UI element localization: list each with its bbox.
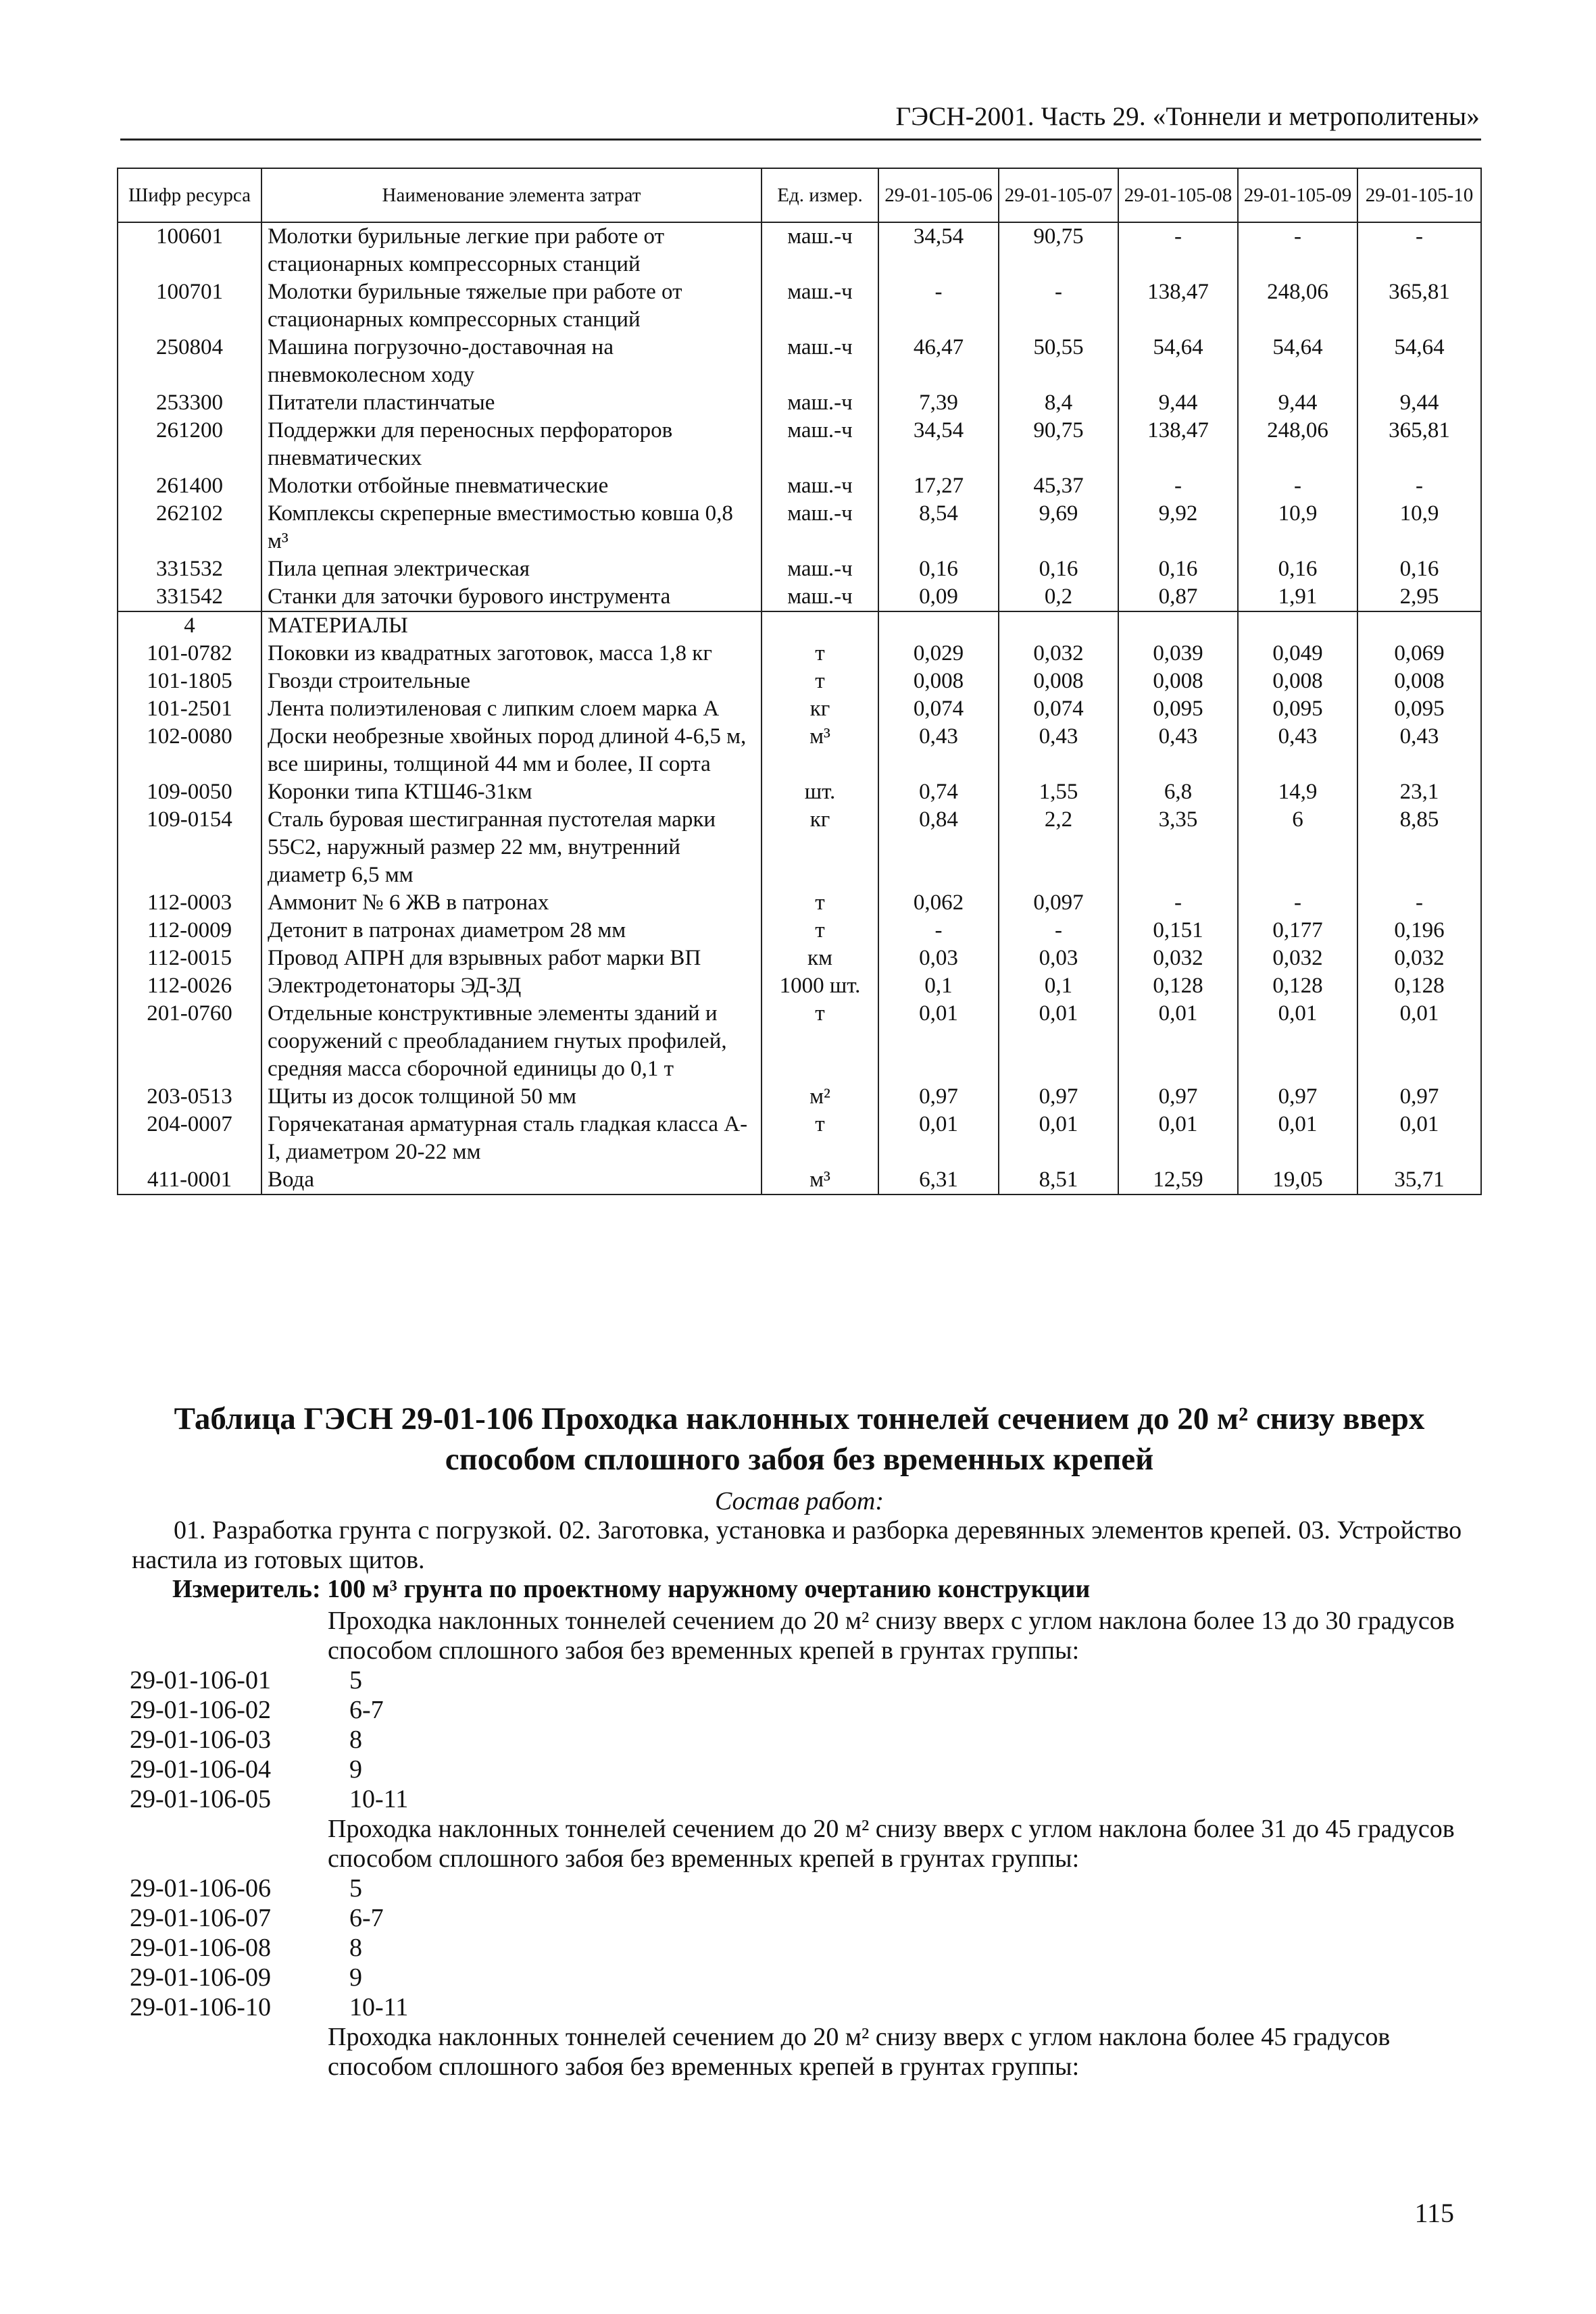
norm-code: 29-01-106-01	[130, 1666, 271, 1694]
resource-code-cell: 331532	[118, 555, 261, 583]
value-cell: 0,01	[1238, 1111, 1357, 1166]
unit-cell: маш.-ч	[762, 417, 878, 472]
resource-code-cell: 109-0154	[118, 806, 261, 889]
value-cell: 0,43	[1118, 723, 1238, 778]
value-cell: 10,9	[1357, 500, 1481, 555]
table-row	[118, 1000, 1481, 1083]
list-item	[130, 1873, 1481, 1903]
value-cell: 9,44	[1357, 389, 1481, 417]
unit-cell: 1000 шт.	[762, 972, 878, 1000]
running-header: ГЭСН-2001. Часть 29. «Тоннели и метрополитены»	[895, 102, 1480, 131]
soil-group: 10-11	[349, 1785, 409, 1813]
value-cell: 7,39	[878, 389, 999, 417]
unit-cell: маш.-ч	[762, 500, 878, 555]
value-cell: 0,97	[1238, 1083, 1357, 1111]
table-row	[118, 806, 1481, 889]
table-row	[118, 222, 1481, 278]
column-header: 29-01-105-09	[1238, 168, 1357, 222]
column-header: 29-01-105-06	[878, 168, 999, 222]
resource-name-cell: Молотки бурильные легкие при работе от стационарных компрессорных станций	[261, 222, 762, 278]
group-description: Проходка наклонных тоннелей сечением до 20 м² снизу вверх с углом наклона более 31 до 45 градусов способом сплошного забоя без временных крепей в грунтах группы:	[328, 1815, 1455, 1873]
resource-name-cell: Поковки из квадратных заготовок, масса 1,8 кг	[261, 640, 762, 668]
work-composition-title: Состав работ:	[714, 1487, 884, 1515]
unit-cell: кг	[762, 806, 878, 889]
unit-cell: маш.-ч	[762, 222, 878, 278]
resource-code-cell: 101-1805	[118, 668, 261, 695]
table-row	[118, 972, 1481, 1000]
resource-code-cell: 109-0050	[118, 778, 261, 806]
value-cell: 35,71	[1357, 1166, 1481, 1194]
resource-code-cell: 112-0015	[118, 945, 261, 972]
norm-code: 29-01-106-10	[130, 1993, 271, 2021]
value-cell: 50,55	[999, 334, 1118, 389]
value-cell: 0,128	[1118, 972, 1238, 1000]
resource-code-cell: 262102	[118, 500, 261, 555]
soil-group: 5	[349, 1874, 362, 1903]
value-cell: 0,1	[999, 972, 1118, 1000]
value-cell: 54,64	[1357, 334, 1481, 389]
value-cell: 17,27	[878, 472, 999, 500]
value-cell	[878, 611, 999, 640]
value-cell: 0,03	[878, 945, 999, 972]
value-cell: 0,01	[1118, 1111, 1238, 1166]
value-cell: 0,43	[878, 723, 999, 778]
resource-code-cell: 250804	[118, 334, 261, 389]
value-cell: 0,2	[999, 583, 1118, 611]
value-cell: 0,032	[1357, 945, 1481, 972]
resource-name-cell: Щиты из досок толщиной 50 мм	[261, 1083, 762, 1111]
resource-name-cell: Молотки отбойные пневматические	[261, 472, 762, 500]
group-description: Проходка наклонных тоннелей сечением до 20 м² снизу вверх с углом наклона более 13 до 30 градусов способом сплошного забоя без временных крепей в грунтах группы:	[328, 1607, 1455, 1665]
unit-cell: м³	[762, 1166, 878, 1194]
value-cell	[1118, 611, 1238, 640]
resource-code-cell: 4	[118, 611, 261, 640]
value-cell: 23,1	[1357, 778, 1481, 806]
value-cell: 0,008	[1238, 668, 1357, 695]
value-cell: 0,01	[1357, 1000, 1481, 1083]
header-rule	[120, 139, 1481, 141]
value-cell: -	[1357, 222, 1481, 278]
table-row	[118, 1166, 1481, 1194]
unit-cell: т	[762, 917, 878, 945]
list-item	[130, 1695, 1481, 1725]
value-cell: 0,97	[999, 1083, 1118, 1111]
value-cell: -	[878, 278, 999, 334]
norm-code: 29-01-106-09	[130, 1963, 271, 1992]
resource-code-cell: 331542	[118, 583, 261, 611]
value-cell: 0,01	[999, 1000, 1118, 1083]
value-cell: 9,92	[1118, 500, 1238, 555]
unit-cell: маш.-ч	[762, 583, 878, 611]
value-cell: 365,81	[1357, 278, 1481, 334]
list-item	[130, 1784, 1481, 1814]
value-cell: 0,43	[1357, 723, 1481, 778]
value-cell: 9,44	[1118, 389, 1238, 417]
unit-cell: т	[762, 1000, 878, 1083]
resource-code-cell: 101-2501	[118, 695, 261, 723]
value-cell: 0,16	[1357, 555, 1481, 583]
unit-cell: маш.-ч	[762, 472, 878, 500]
resource-code-cell: 411-0001	[118, 1166, 261, 1194]
resource-name-cell: Коронки типа КТШ46-31км	[261, 778, 762, 806]
value-cell: 0,01	[878, 1000, 999, 1083]
value-cell: 19,05	[1238, 1166, 1357, 1194]
table-row	[118, 889, 1481, 917]
value-cell	[999, 611, 1118, 640]
value-cell: 9,44	[1238, 389, 1357, 417]
value-cell: 0,049	[1238, 640, 1357, 668]
value-cell: 0,029	[878, 640, 999, 668]
value-cell: 0,128	[1238, 972, 1357, 1000]
table-row	[118, 723, 1481, 778]
value-cell: 90,75	[999, 417, 1118, 472]
value-cell: 0,008	[1357, 668, 1481, 695]
value-cell: 14,9	[1238, 778, 1357, 806]
value-cell: 365,81	[1357, 417, 1481, 472]
resource-name-cell: МАТЕРИАЛЫ	[261, 611, 762, 640]
soil-group: 8	[349, 1934, 362, 1962]
resource-name-cell: Станки для заточки бурового инструмента	[261, 583, 762, 611]
value-cell: 12,59	[1118, 1166, 1238, 1194]
soil-group: 5	[349, 1666, 362, 1694]
value-cell: 0,008	[999, 668, 1118, 695]
value-cell: -	[999, 278, 1118, 334]
unit-cell: т	[762, 640, 878, 668]
norm-code: 29-01-106-04	[130, 1755, 271, 1784]
value-cell: 0,84	[878, 806, 999, 889]
soil-group: 10-11	[349, 1993, 409, 2021]
value-cell: 9,69	[999, 500, 1118, 555]
value-cell: 0,074	[878, 695, 999, 723]
soil-group: 8	[349, 1726, 362, 1754]
value-cell: 45,37	[999, 472, 1118, 500]
table-row	[118, 640, 1481, 668]
group-description: Проходка наклонных тоннелей сечением до 20 м² снизу вверх с углом наклона более 45 градусов способом сплошного забоя без временных крепей в грунтах группы:	[328, 2023, 1391, 2081]
value-cell: 54,64	[1238, 334, 1357, 389]
list-item	[130, 1725, 1481, 1755]
column-header: Наименование элемента затрат	[261, 168, 762, 222]
norm-items-list	[130, 1606, 1481, 2082]
soil-group: 9	[349, 1963, 362, 1992]
unit-cell: маш.-ч	[762, 278, 878, 334]
value-cell: 0,01	[1238, 1000, 1357, 1083]
unit-cell: маш.-ч	[762, 334, 878, 389]
resource-code-cell: 102-0080	[118, 723, 261, 778]
value-cell: -	[1357, 472, 1481, 500]
unit-cell: м²	[762, 1083, 878, 1111]
list-item	[130, 1665, 1481, 1695]
table-header-row	[118, 168, 1481, 222]
value-cell: 0,095	[1238, 695, 1357, 723]
meter-line: Измеритель: 100 м³ грунта по проектному наружному очертанию конструкции	[172, 1575, 1091, 1603]
table-row	[118, 555, 1481, 583]
resource-name-cell: Машина погрузочно-доставочная на пневмоколесном ходу	[261, 334, 762, 389]
resource-code-cell: 261400	[118, 472, 261, 500]
value-cell: 0,062	[878, 889, 999, 917]
resource-code-cell: 112-0009	[118, 917, 261, 945]
table-row	[118, 1083, 1481, 1111]
table-row	[118, 945, 1481, 972]
unit-cell: маш.-ч	[762, 389, 878, 417]
value-cell: 248,06	[1238, 417, 1357, 472]
value-cell: -	[1238, 472, 1357, 500]
value-cell: 0,177	[1238, 917, 1357, 945]
table-row	[118, 668, 1481, 695]
value-cell: 0,16	[1238, 555, 1357, 583]
unit-cell: шт.	[762, 778, 878, 806]
value-cell: 8,85	[1357, 806, 1481, 889]
value-cell: 2,95	[1357, 583, 1481, 611]
table-row	[118, 472, 1481, 500]
value-cell: 138,47	[1118, 417, 1238, 472]
list-item	[130, 1933, 1481, 1963]
unit-cell: маш.-ч	[762, 555, 878, 583]
page-number: 115	[1414, 2198, 1454, 2228]
value-cell: 6	[1238, 806, 1357, 889]
value-cell: 0,032	[999, 640, 1118, 668]
resource-name-cell: Аммонит № 6 ЖВ в патронах	[261, 889, 762, 917]
column-header: 29-01-105-07	[999, 168, 1118, 222]
value-cell: 0,16	[1118, 555, 1238, 583]
value-cell: 0,128	[1357, 972, 1481, 1000]
column-header: Шифр ресурса	[118, 168, 261, 222]
value-cell: 0,74	[878, 778, 999, 806]
table-row	[118, 278, 1481, 334]
unit-cell: м³	[762, 723, 878, 778]
value-cell: 2,2	[999, 806, 1118, 889]
table-row	[118, 389, 1481, 417]
column-header: 29-01-105-10	[1357, 168, 1481, 222]
unit-cell: т	[762, 1111, 878, 1166]
value-cell: 0,09	[878, 583, 999, 611]
table-row	[118, 778, 1481, 806]
unit-cell: т	[762, 668, 878, 695]
resource-name-cell: Сталь буровая шестигранная пустотелая марки 55С2, наружный размер 22 мм, внутренний диаметр 6,5 мм	[261, 806, 762, 889]
value-cell: 8,51	[999, 1166, 1118, 1194]
table-row	[118, 334, 1481, 389]
resource-name-cell: Детонит в патронах диаметром 28 мм	[261, 917, 762, 945]
list-item	[130, 1903, 1481, 1933]
value-cell: 0,16	[878, 555, 999, 583]
value-cell: -	[1238, 222, 1357, 278]
value-cell: 10,9	[1238, 500, 1357, 555]
value-cell: -	[1238, 889, 1357, 917]
value-cell: 34,54	[878, 222, 999, 278]
work-composition-text: 01. Разработка грунта с погрузкой. 02. Заготовка, установка и разборка деревянных элементов крепей. 03. Устройство настила из готовых щитов.	[132, 1516, 1462, 1574]
value-cell: 0,97	[1357, 1083, 1481, 1111]
value-cell: 0,097	[999, 889, 1118, 917]
soil-group: 9	[349, 1755, 362, 1784]
value-cell: 0,03	[999, 945, 1118, 972]
column-header: Ед. измер.	[762, 168, 878, 222]
unit-cell: т	[762, 889, 878, 917]
value-cell: -	[1118, 472, 1238, 500]
value-cell: 0,43	[1238, 723, 1357, 778]
resource-name-cell: Доски необрезные хвойных пород длиной 4-6,5 м, все ширины, толщиной 44 мм и более, II сорта	[261, 723, 762, 778]
value-cell: 0,039	[1118, 640, 1238, 668]
table-row	[118, 417, 1481, 472]
value-cell: 0,01	[999, 1111, 1118, 1166]
value-cell: 0,008	[1118, 668, 1238, 695]
value-cell: 54,64	[1118, 334, 1238, 389]
resource-code-cell: 100601	[118, 222, 261, 278]
value-cell: -	[878, 917, 999, 945]
table-row	[118, 1111, 1481, 1166]
value-cell: 0,074	[999, 695, 1118, 723]
column-header: 29-01-105-08	[1118, 168, 1238, 222]
value-cell: 0,151	[1118, 917, 1238, 945]
norm-code: 29-01-106-05	[130, 1785, 271, 1813]
value-cell: 0,97	[1118, 1083, 1238, 1111]
table-section-row	[118, 611, 1481, 640]
value-cell: 0,095	[1357, 695, 1481, 723]
value-cell: 0,095	[1118, 695, 1238, 723]
soil-group: 6-7	[349, 1696, 384, 1724]
norm-code: 29-01-106-08	[130, 1934, 271, 1962]
value-cell: -	[999, 917, 1118, 945]
value-cell: 0,008	[878, 668, 999, 695]
resource-code-cell: 203-0513	[118, 1083, 261, 1111]
resource-name-cell: Горячекатаная арматурная сталь гладкая класса А-I, диаметром 20-22 мм	[261, 1111, 762, 1166]
resource-name-cell: Комплексы скреперные вместимостью ковша 0,8 м³	[261, 500, 762, 555]
unit-cell: кг	[762, 695, 878, 723]
resource-code-cell: 201-0760	[118, 1000, 261, 1083]
value-cell: 0,01	[878, 1111, 999, 1166]
value-cell: 248,06	[1238, 278, 1357, 334]
list-item	[130, 1963, 1481, 1992]
table-body	[118, 222, 1481, 1194]
value-cell	[1357, 611, 1481, 640]
value-cell: 0,97	[878, 1083, 999, 1111]
table-row	[118, 500, 1481, 555]
value-cell: -	[1118, 222, 1238, 278]
table-title: Таблица ГЭСН 29-01-106 Проходка наклонных тоннелей сечением до 20 м² снизу вверх способом сплошного забоя без временных крепей	[174, 1401, 1425, 1477]
resource-name-cell: Электродетонаторы ЭД-ЗД	[261, 972, 762, 1000]
value-cell: 138,47	[1118, 278, 1238, 334]
resource-name-cell: Отдельные конструктивные элементы зданий и сооружений с преобладанием гнутых профилей, средняя масса сборочной единицы до 0,1 т	[261, 1000, 762, 1083]
norm-code: 29-01-106-03	[130, 1726, 271, 1754]
value-cell: -	[1357, 889, 1481, 917]
value-cell: -	[1118, 889, 1238, 917]
resource-name-cell: Гвозди строительные	[261, 668, 762, 695]
value-cell	[1238, 611, 1357, 640]
resource-name-cell: Провод АПРН для взрывных работ марки ВП	[261, 945, 762, 972]
resource-name-cell: Пила цепная электрическая	[261, 555, 762, 583]
resource-name-cell: Молотки бурильные тяжелые при работе от стационарных компрессорных станций	[261, 278, 762, 334]
norm-code: 29-01-106-07	[130, 1904, 271, 1932]
resource-code-cell: 100701	[118, 278, 261, 334]
list-item	[130, 1755, 1481, 1784]
resource-name-cell: Поддержки для переносных перфораторов пневматических	[261, 417, 762, 472]
value-cell: 0,43	[999, 723, 1118, 778]
value-cell: 0,01	[1357, 1111, 1481, 1166]
value-cell: 90,75	[999, 222, 1118, 278]
resource-code-cell: 253300	[118, 389, 261, 417]
value-cell: 46,47	[878, 334, 999, 389]
value-cell: 0,1	[878, 972, 999, 1000]
resources-table	[117, 168, 1482, 1195]
value-cell: 1,55	[999, 778, 1118, 806]
resource-code-cell: 204-0007	[118, 1111, 261, 1166]
value-cell: 0,16	[999, 555, 1118, 583]
value-cell: 34,54	[878, 417, 999, 472]
value-cell: 6,8	[1118, 778, 1238, 806]
value-cell: 3,35	[1118, 806, 1238, 889]
table-row	[118, 695, 1481, 723]
table-row	[118, 583, 1481, 611]
value-cell: 0,196	[1357, 917, 1481, 945]
value-cell: 6,31	[878, 1166, 999, 1194]
unit-cell: км	[762, 945, 878, 972]
unit-cell	[762, 611, 878, 640]
value-cell: 0,069	[1357, 640, 1481, 668]
resource-code-cell: 101-0782	[118, 640, 261, 668]
value-cell: 1,91	[1238, 583, 1357, 611]
value-cell: 0,032	[1238, 945, 1357, 972]
soil-group: 6-7	[349, 1904, 384, 1932]
value-cell: 0,032	[1118, 945, 1238, 972]
resource-name-cell: Вода	[261, 1166, 762, 1194]
value-cell: 0,87	[1118, 583, 1238, 611]
norm-code: 29-01-106-06	[130, 1874, 271, 1903]
resource-name-cell: Лента полиэтиленовая с липким слоем марка А	[261, 695, 762, 723]
list-item	[130, 1992, 1481, 2022]
resource-code-cell: 112-0003	[118, 889, 261, 917]
value-cell: 8,4	[999, 389, 1118, 417]
value-cell: 8,54	[878, 500, 999, 555]
value-cell: 0,01	[1118, 1000, 1238, 1083]
resource-code-cell: 261200	[118, 417, 261, 472]
table-row	[118, 917, 1481, 945]
resource-name-cell: Питатели пластинчатые	[261, 389, 762, 417]
resource-code-cell: 112-0026	[118, 972, 261, 1000]
norm-code: 29-01-106-02	[130, 1696, 271, 1724]
